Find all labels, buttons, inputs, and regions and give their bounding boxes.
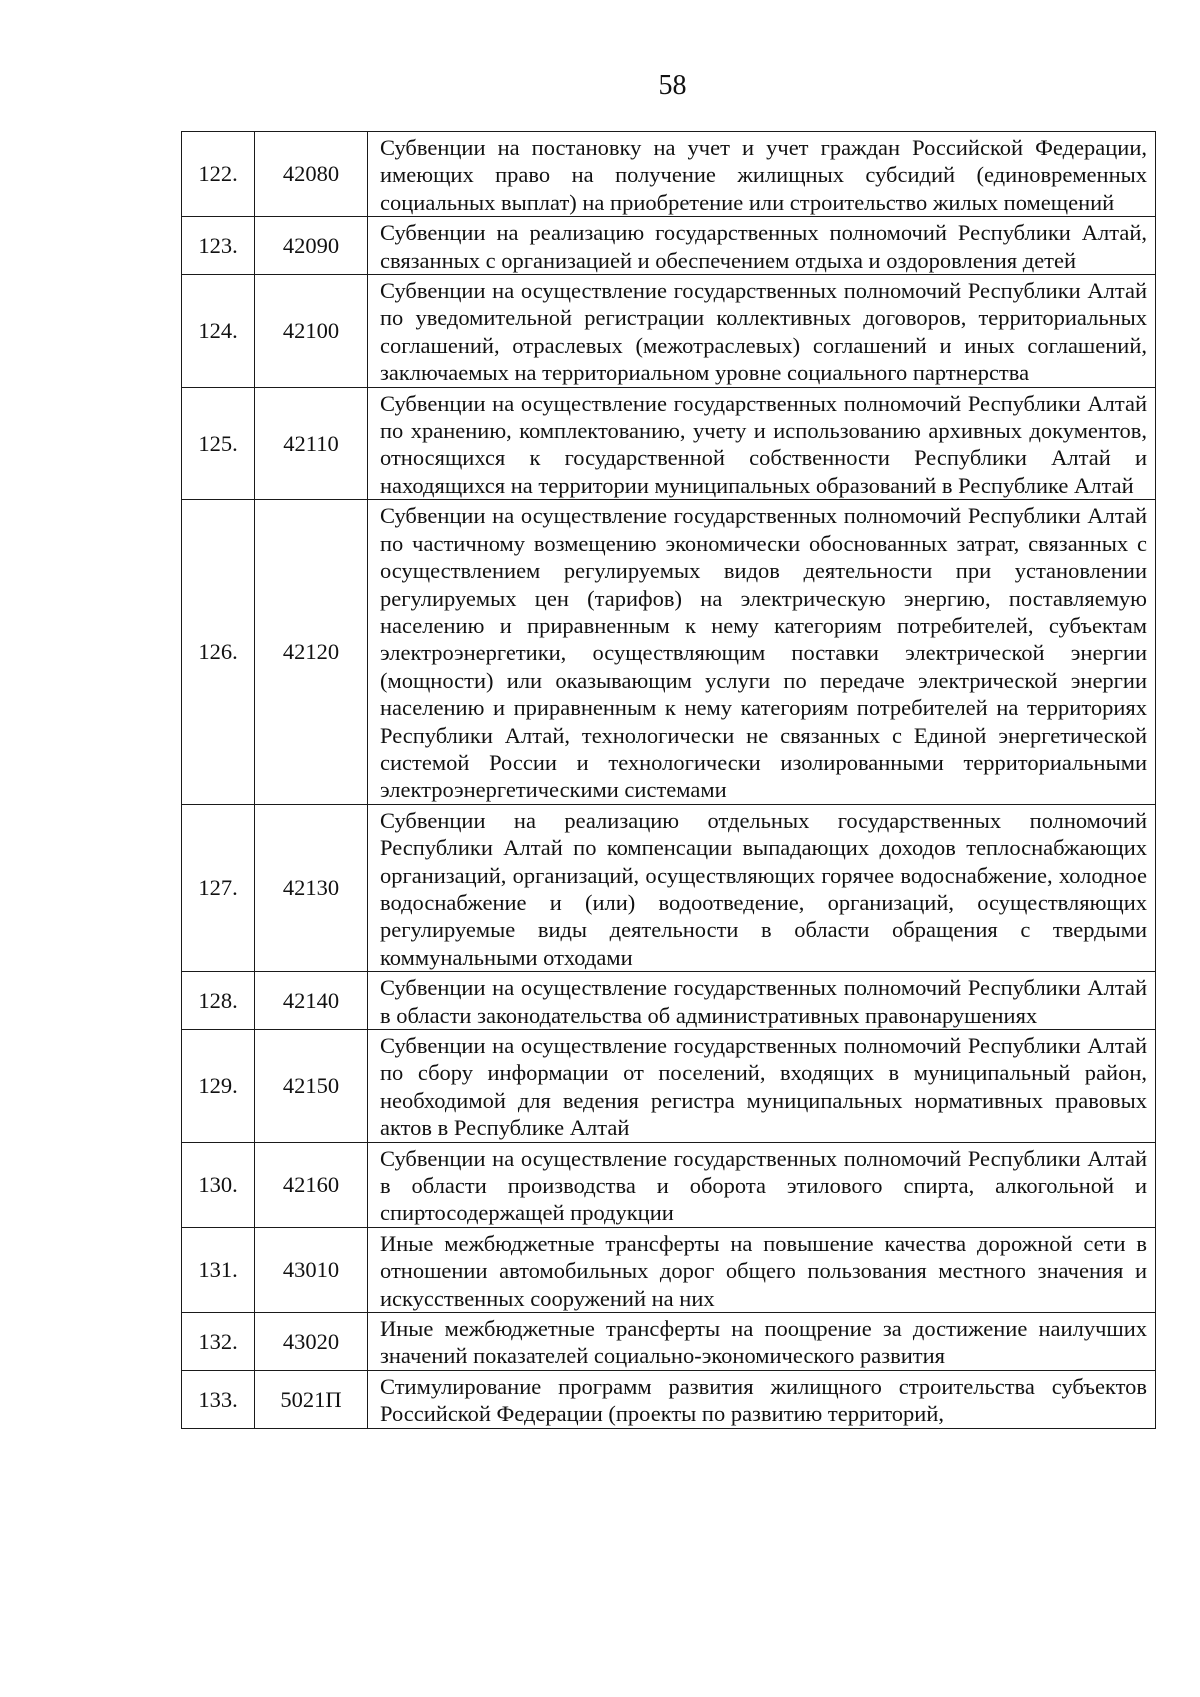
row-description: Субвенции на реализацию государственных полномочий Республики Алтай, связанных с организацией и обеспечением отдыха и оздоровления детей xyxy=(368,217,1156,275)
row-number: 128. xyxy=(182,972,255,1030)
subvention-table xyxy=(181,131,1156,1429)
row-number: 125. xyxy=(182,387,255,500)
row-description: Субвенции на осуществление государственных полномочий Республики Алтай по уведомительной регистрации коллективных договоров, территориальных соглашений, отраслевых (межотраслевых) соглашений и иных соглашений, заключаемых на территориальном уровне социального партнерства xyxy=(368,275,1156,388)
table-row xyxy=(182,1370,1156,1428)
row-number: 133. xyxy=(182,1370,255,1428)
row-code: 42150 xyxy=(255,1030,368,1143)
row-description: Субвенции на осуществление государственных полномочий Республики Алтай по частичному возмещению экономически обоснованных затрат, связанных с осуществлением регулируемых видов деятельности при установлении регулируемых цен (тарифов) на электрическую энергию, поставляемую населению и приравненным к нему категориям потребителей, субъектам электроэнергетики, осуществляющим поставки электрической энергии (мощности) или оказывающим услуги по передаче электрической энергии населению и приравненным к нему категориям потребителей на территориях Республики Алтай, технологически не связанных с Единой энергетической системой России и технологически изолированными территориальными электроэнергетическими системами xyxy=(368,500,1156,804)
table-row xyxy=(182,804,1156,971)
row-code: 42110 xyxy=(255,387,368,500)
table-row xyxy=(182,387,1156,500)
table-row xyxy=(182,132,1156,217)
row-description: Субвенции на осуществление государственных полномочий Республики Алтай по хранению, комплектованию, учету и использованию архивных документов, относящихся к государственной собственности Республики Алтай и находящихся на территории муниципальных образований в Республике Алтай xyxy=(368,387,1156,500)
row-code: 42130 xyxy=(255,804,368,971)
row-number: 127. xyxy=(182,804,255,971)
row-number: 124. xyxy=(182,275,255,388)
table-row xyxy=(182,275,1156,388)
table-row xyxy=(182,217,1156,275)
row-code: 43020 xyxy=(255,1313,368,1371)
row-number: 123. xyxy=(182,217,255,275)
page-number: 58 xyxy=(658,70,687,101)
row-code: 42160 xyxy=(255,1142,368,1227)
row-description: Субвенции на осуществление государственных полномочий Республики Алтай по сбору информации от поселений, входящих в муниципальный район, необходимой для ведения регистра муниципальных нормативных правовых актов в Республике Алтай xyxy=(368,1030,1156,1143)
row-number: 132. xyxy=(182,1313,255,1371)
row-description: Стимулирование программ развития жилищного строительства субъектов Российской Федерации (проекты по развитию территорий, xyxy=(368,1370,1156,1428)
row-code: 42100 xyxy=(255,275,368,388)
row-description: Субвенции на реализацию отдельных государственных полномочий Республики Алтай по компенсации выпадающих доходов теплоснабжающих организаций, организаций, осуществляющих горячее водоснабжение, холодное водоснабжение и (или) водоотведение, организаций, осуществляющих регулируемые виды деятельности в области обращения с твердыми коммунальными отходами xyxy=(368,804,1156,971)
table-row xyxy=(182,1142,1156,1227)
row-number: 129. xyxy=(182,1030,255,1143)
row-number: 126. xyxy=(182,500,255,804)
row-number: 122. xyxy=(182,132,255,217)
row-number: 130. xyxy=(182,1142,255,1227)
row-description: Иные межбюджетные трансферты на повышение качества дорожной сети в отношении автомобильных дорог общего пользования местного значения и искусственных сооружений на них xyxy=(368,1227,1156,1312)
row-code: 43010 xyxy=(255,1227,368,1312)
table-row xyxy=(182,1030,1156,1143)
row-code: 5021П xyxy=(255,1370,368,1428)
row-number: 131. xyxy=(182,1227,255,1312)
row-description: Иные межбюджетные трансферты на поощрение за достижение наилучших значений показателей социально-экономического развития xyxy=(368,1313,1156,1371)
row-description: Субвенции на осуществление государственных полномочий Республики Алтай в области производства и оборота этилового спирта, алкогольной и спиртосодержащей продукции xyxy=(368,1142,1156,1227)
row-description: Субвенции на постановку на учет и учет граждан Российской Федерации, имеющих право на получение жилищных субсидий (единовременных социальных выплат) на приобретение или строительство жилых помещений xyxy=(368,132,1156,217)
table-row xyxy=(182,1227,1156,1312)
row-description: Субвенции на осуществление государственных полномочий Республики Алтай в области законодательства об административных правонарушениях xyxy=(368,972,1156,1030)
row-code: 42140 xyxy=(255,972,368,1030)
row-code: 42080 xyxy=(255,132,368,217)
table-row xyxy=(182,1313,1156,1371)
row-code: 42090 xyxy=(255,217,368,275)
table-row xyxy=(182,972,1156,1030)
table-row xyxy=(182,500,1156,804)
row-code: 42120 xyxy=(255,500,368,804)
